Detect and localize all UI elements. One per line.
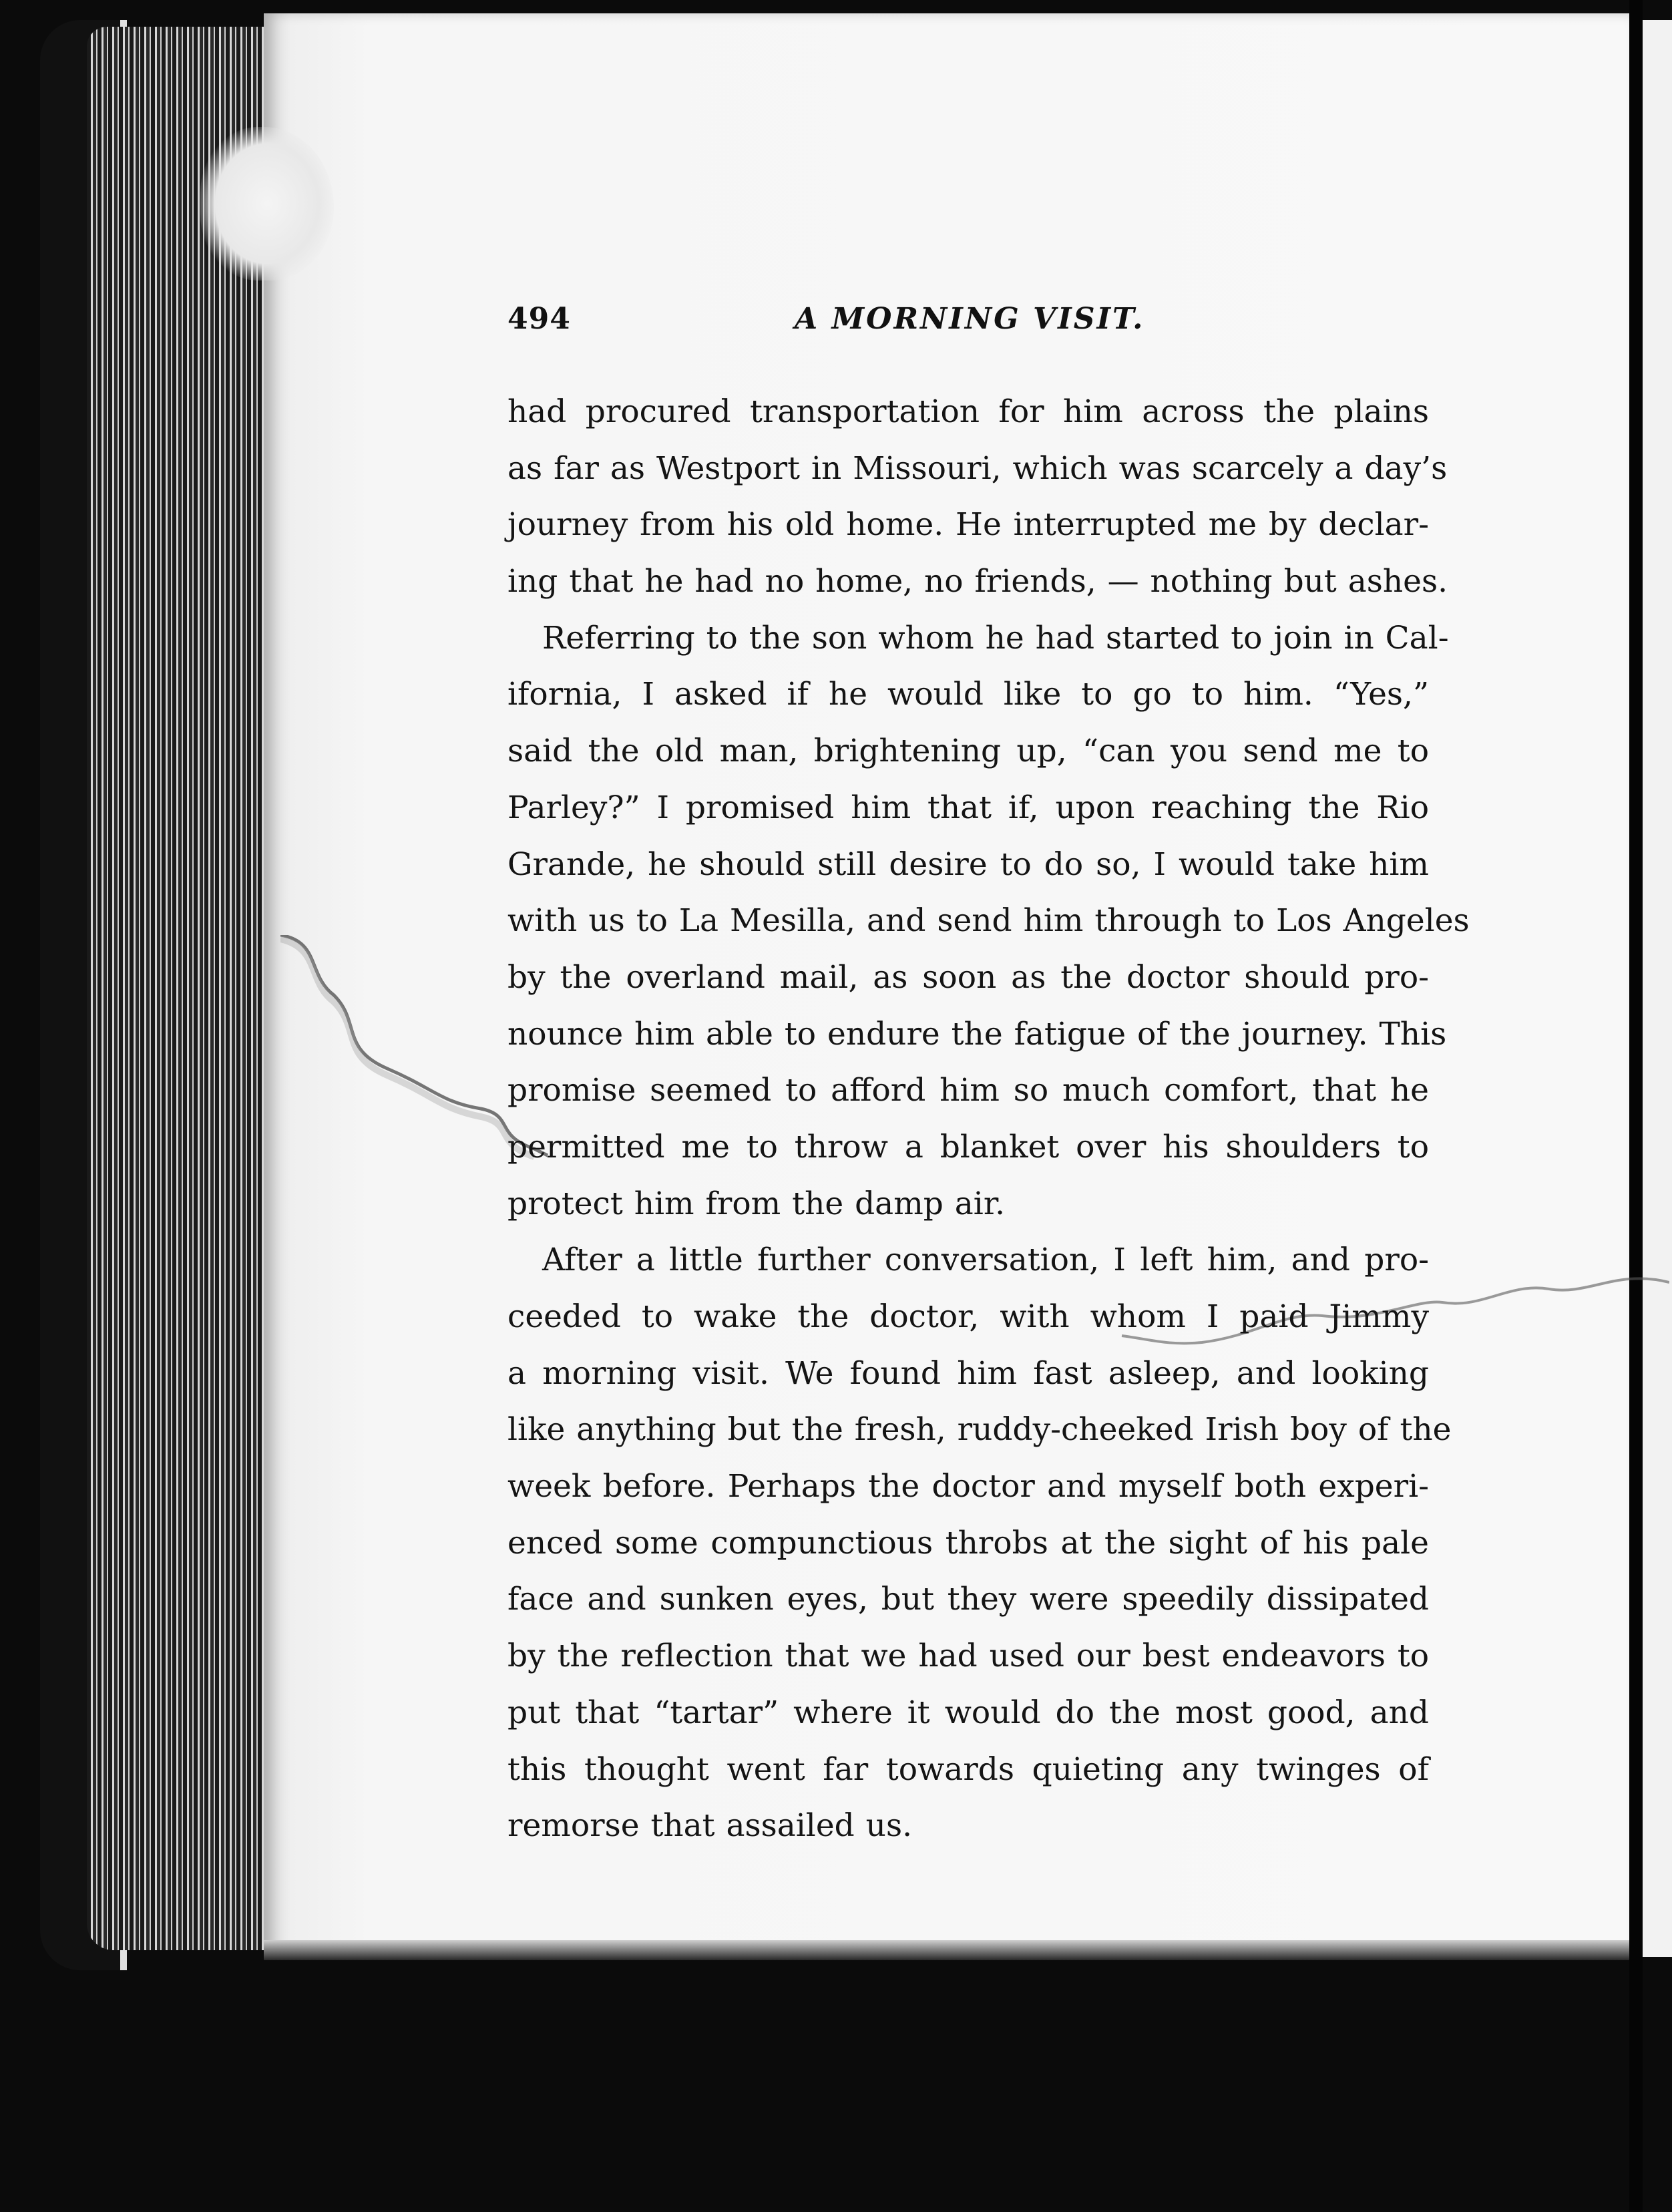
text-line: put that “tartar” where it would do the most good, and (507, 1694, 1429, 1731)
facing-page-edge (1643, 20, 1672, 1957)
text-line: journey from his old home. He interrupted me by declar- (507, 506, 1429, 544)
text-line: with us to La Mesilla, and send him through to Los Angeles (507, 902, 1470, 940)
text-line: Grande, he should still desire to do so, I would take him (507, 846, 1429, 883)
body-text (507, 384, 1470, 1855)
text-line: enced some compunctious throbs at the sight of his pale (507, 1524, 1429, 1561)
text-line: Referring to the son whom he had started to join in Cal- (542, 619, 1449, 657)
text-line: ceeded to wake the doctor, with whom I paid Jimmy (507, 1298, 1429, 1335)
text-line: by the reflection that we had used our best endeavors to (507, 1638, 1429, 1675)
text-line: said the old man, brightening up, “can you send me to (507, 733, 1429, 770)
page-edges (87, 27, 287, 1950)
running-head: A MORNING VISIT. (795, 302, 1145, 336)
text-line: by the overland mail, as soon as the doctor should pro- (507, 958, 1429, 996)
text-line: ing that he had no home, no friends, — nothing but ashes. (507, 563, 1448, 600)
text-line: as far as Westport in Missouri, which was scarcely a day’s (507, 449, 1448, 487)
text-line: protect him from the damp air. (507, 1185, 1006, 1222)
text-line: had procured transportation for him across the plains (507, 393, 1429, 430)
text-line: Parley?” I promised him that if, upon reaching the Rio (507, 789, 1429, 826)
text-line: week before. Perhaps the doctor and myself both experi- (507, 1468, 1429, 1505)
text-line: a morning visit. We found him fast asleep, and looking (507, 1354, 1429, 1392)
page-header (507, 302, 1426, 342)
text-line: remorse that assailed us. (507, 1807, 913, 1845)
text-line: promise seemed to afford him so much comfort, that he (507, 1072, 1429, 1109)
text-line: like anything but the fresh, ruddy-cheeked Irish boy of the (507, 1411, 1452, 1449)
text-line: permitted me to throw a blanket over his shoulders to (507, 1128, 1429, 1165)
gutter-shadow (1629, 0, 1643, 2212)
page-number: 494 (507, 302, 571, 336)
text-line: nounce him able to endure the fatigue of the journey. This (507, 1015, 1447, 1053)
text-line: this thought went far towards quieting any twinges of (507, 1750, 1429, 1788)
text-line: ifornia, I asked if he would like to go to him. “Yes,” (507, 676, 1429, 713)
page-bottom-edge (264, 1940, 1639, 1960)
text-line: face and sunken eyes, but they were speedily dissipated (507, 1581, 1429, 1618)
text-line: After a little further conversation, I left him, and pro- (542, 1242, 1429, 1279)
